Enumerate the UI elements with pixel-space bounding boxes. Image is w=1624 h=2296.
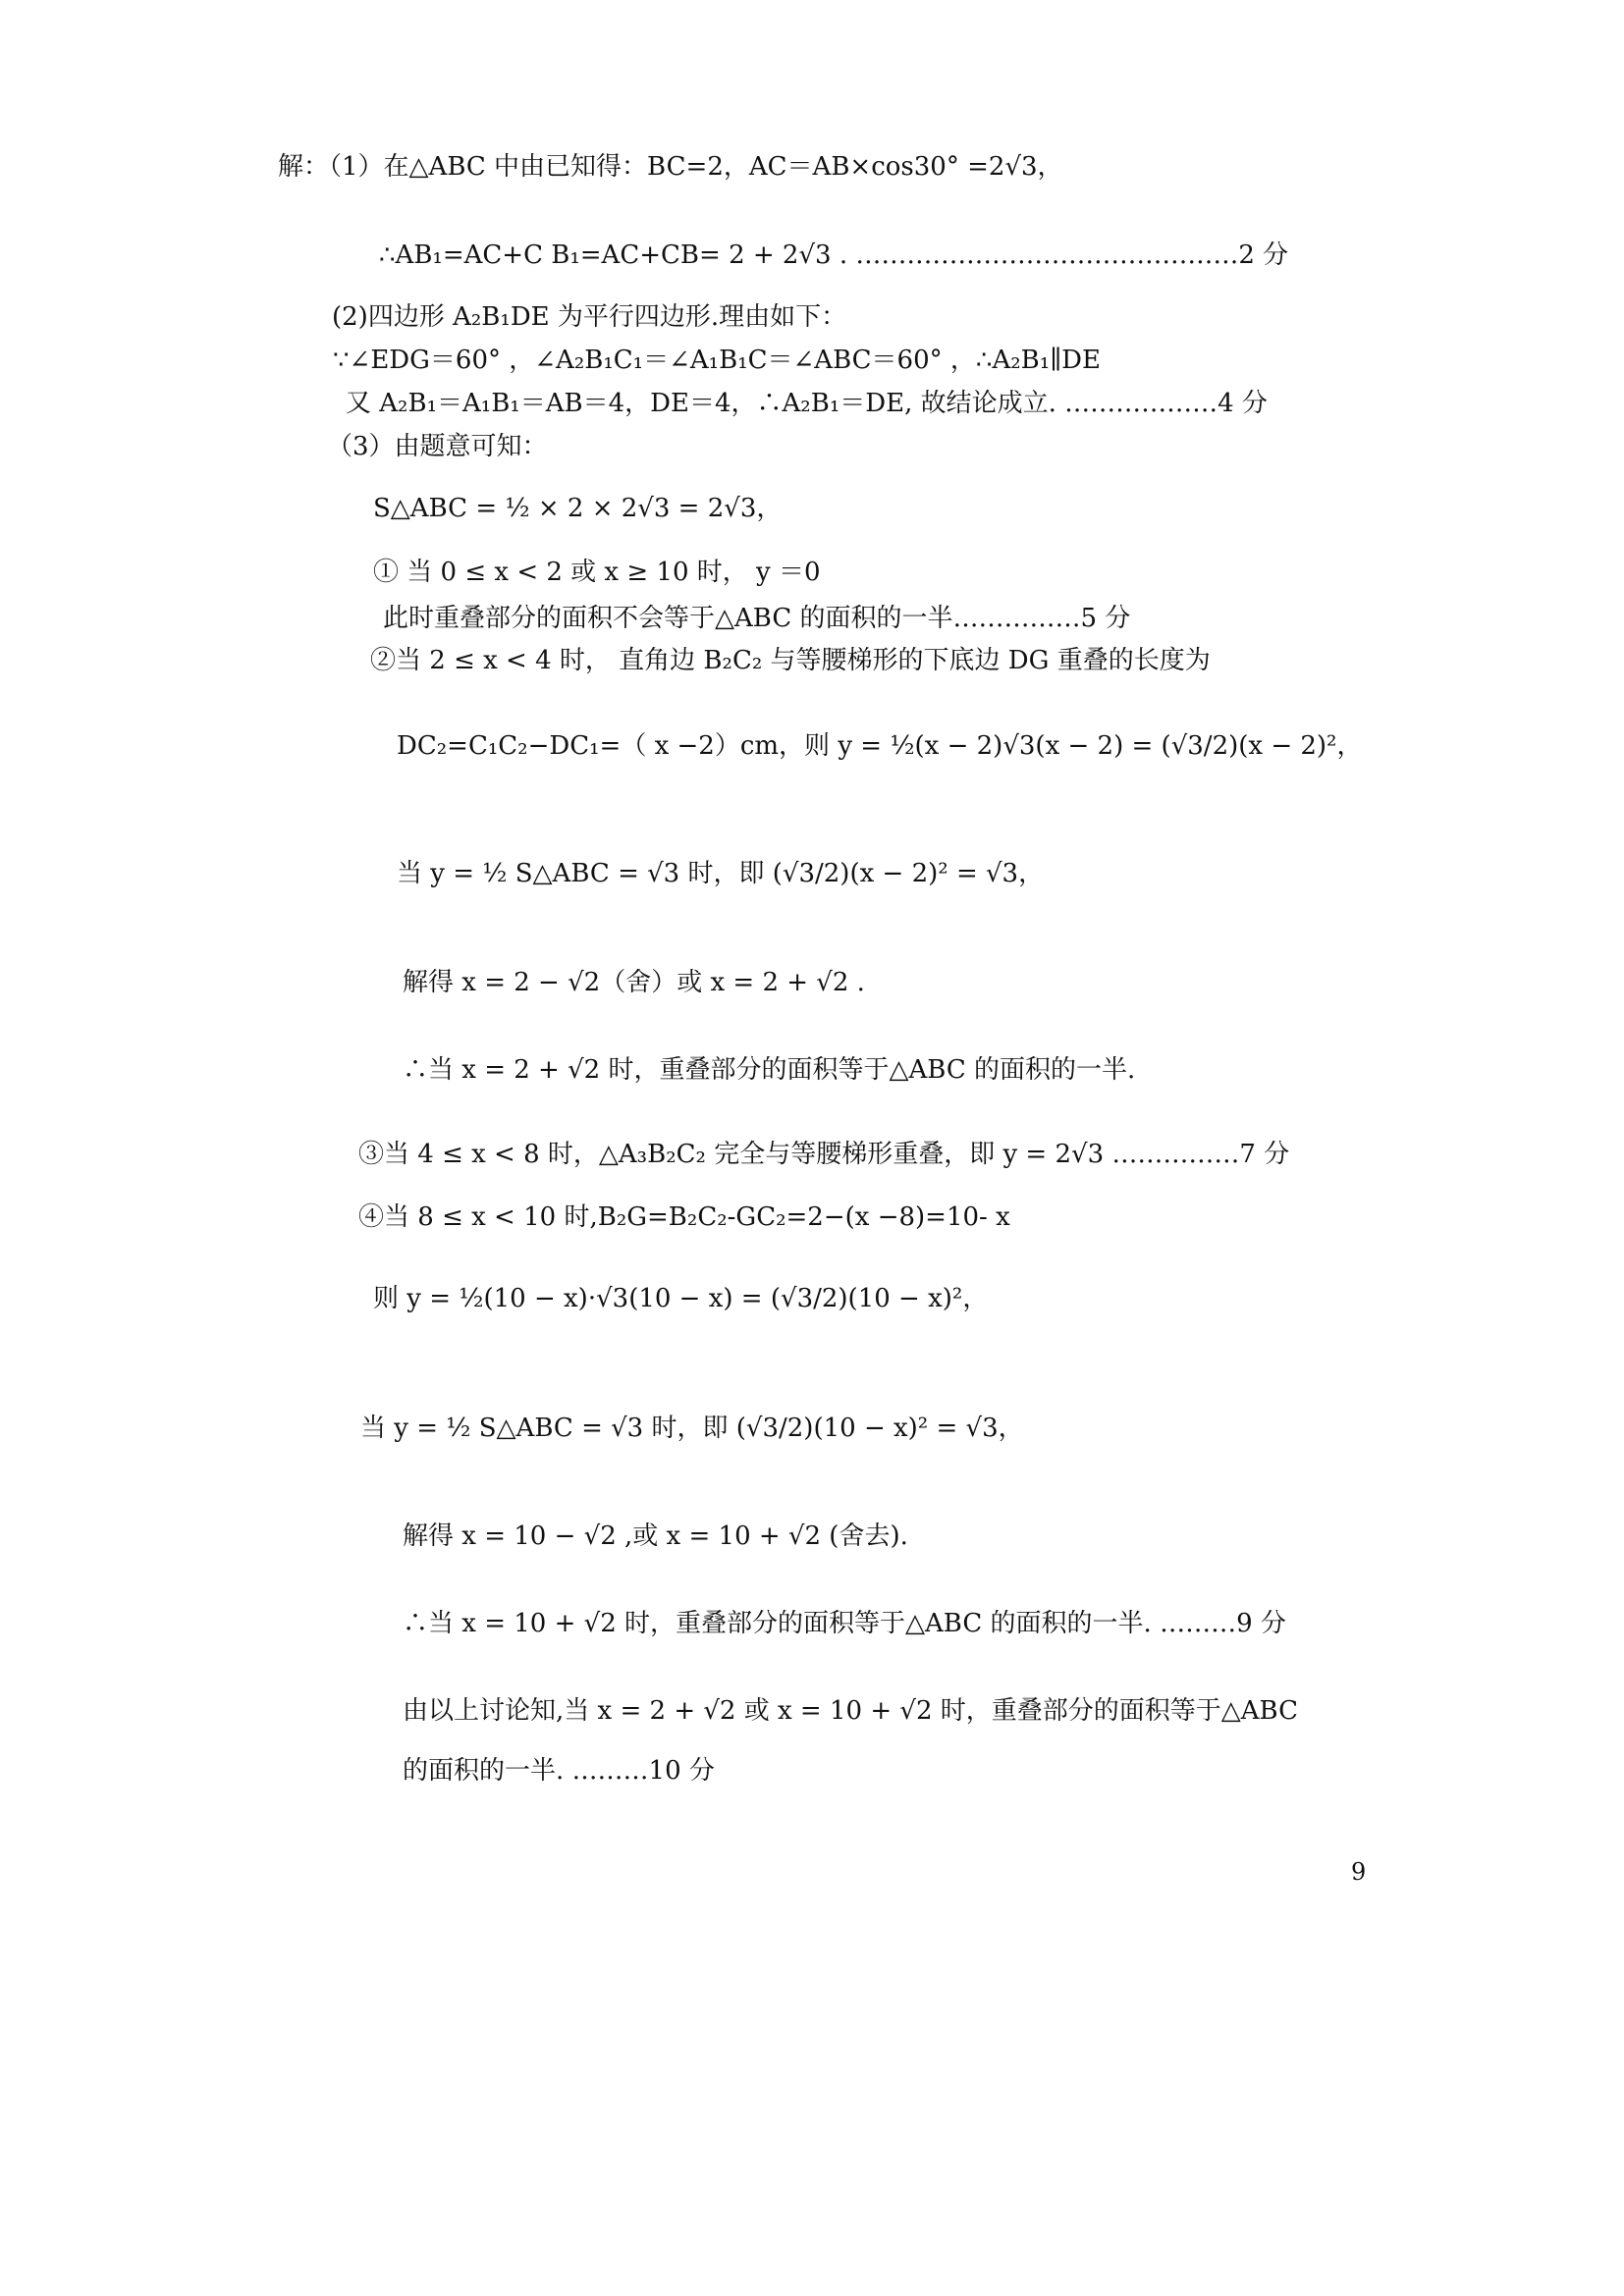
solution-line: 解得 x = 10 − √2 ,或 x = 10 + √2 (舍去). (403, 1522, 908, 1551)
solution-line: ③当 4 ≤ x < 8 时，△A₃B₂C₂ 完全与等腰梯形重叠，即 y = 2√3 ……………7 分 (358, 1140, 1290, 1169)
solution-line: 当 y = ½ S△ABC = √3 时，即 (√3/2)(x − 2)² = √3， (397, 859, 1045, 888)
page-number: 9 (1351, 1858, 1367, 1886)
solution-line: ④当 8 ≤ x < 10 时,B₂G=B₂C₂-GC₂=2−(x −8)=10- x (358, 1202, 1010, 1232)
solution-line: (2)四边形 A₂B₁DE 为平行四边形.理由如下： (332, 302, 847, 332)
solution-line: ∴AB₁=AC+C B₁=AC+CB= 2 + 2√3 . ………………………………………2 分 (379, 240, 1289, 270)
solution-line: 解：（1）在△ABC 中由已知得：BC=2，AC＝AB×cos30° =2√3， (278, 152, 1063, 182)
solution-line: 解得 x = 2 − √2（舍）或 x = 2 + √2 . (403, 968, 865, 997)
solution-line: 由以上讨论知,当 x = 2 + √2 或 x = 10 + √2 时，重叠部分的面积等于△ABC (403, 1696, 1299, 1726)
solution-line: 则 y = ½(10 − x)·√3(10 − x) = (√3/2)(10 − x)²， (373, 1284, 989, 1313)
solution-line: 此时重叠部分的面积不会等于△ABC 的面积的一半……………5 分 (383, 604, 1131, 633)
solution-line: ②当 2 ≤ x < 4 时， 直角边 B₂C₂ 与等腰梯形的下底边 DG 重叠的长度为 (370, 646, 1211, 675)
solution-line: DC₂=C₁C₂−DC₁=（ x −2）cm，则 y = ½(x − 2)√3(x − 2) = (√3/2)(x − 2)²， (397, 731, 1363, 761)
solution-line: ∵∠EDG＝60° ，∠A₂B₁C₁＝∠A₁B₁C＝∠ABC＝60° ，∴A₂B₁∥DE (333, 346, 1102, 375)
solution-line: 当 y = ½ S△ABC = √3 时，即 (√3/2)(10 − x)² = √3， (360, 1414, 1024, 1443)
solution-line: S△ABC = ½ × 2 × 2√3 = 2√3， (373, 494, 783, 523)
solution-line: 又 A₂B₁＝A₁B₁＝AB＝4，DE＝4，∴A₂B₁＝DE, 故结论成立. ………………4 分 (346, 389, 1268, 418)
solution-line: （3）由题意可知： (327, 432, 548, 461)
solution-line: ① 当 0 ≤ x < 2 或 x ≥ 10 时， y ＝0 (373, 558, 821, 587)
solution-line: 的面积的一半. ………10 分 (403, 1756, 715, 1786)
solution-line: ∴当 x = 2 + √2 时，重叠部分的面积等于△ABC 的面积的一半. (403, 1055, 1136, 1085)
solution-line: ∴当 x = 10 + √2 时，重叠部分的面积等于△ABC 的面积的一半. ………9 分 (403, 1609, 1286, 1638)
